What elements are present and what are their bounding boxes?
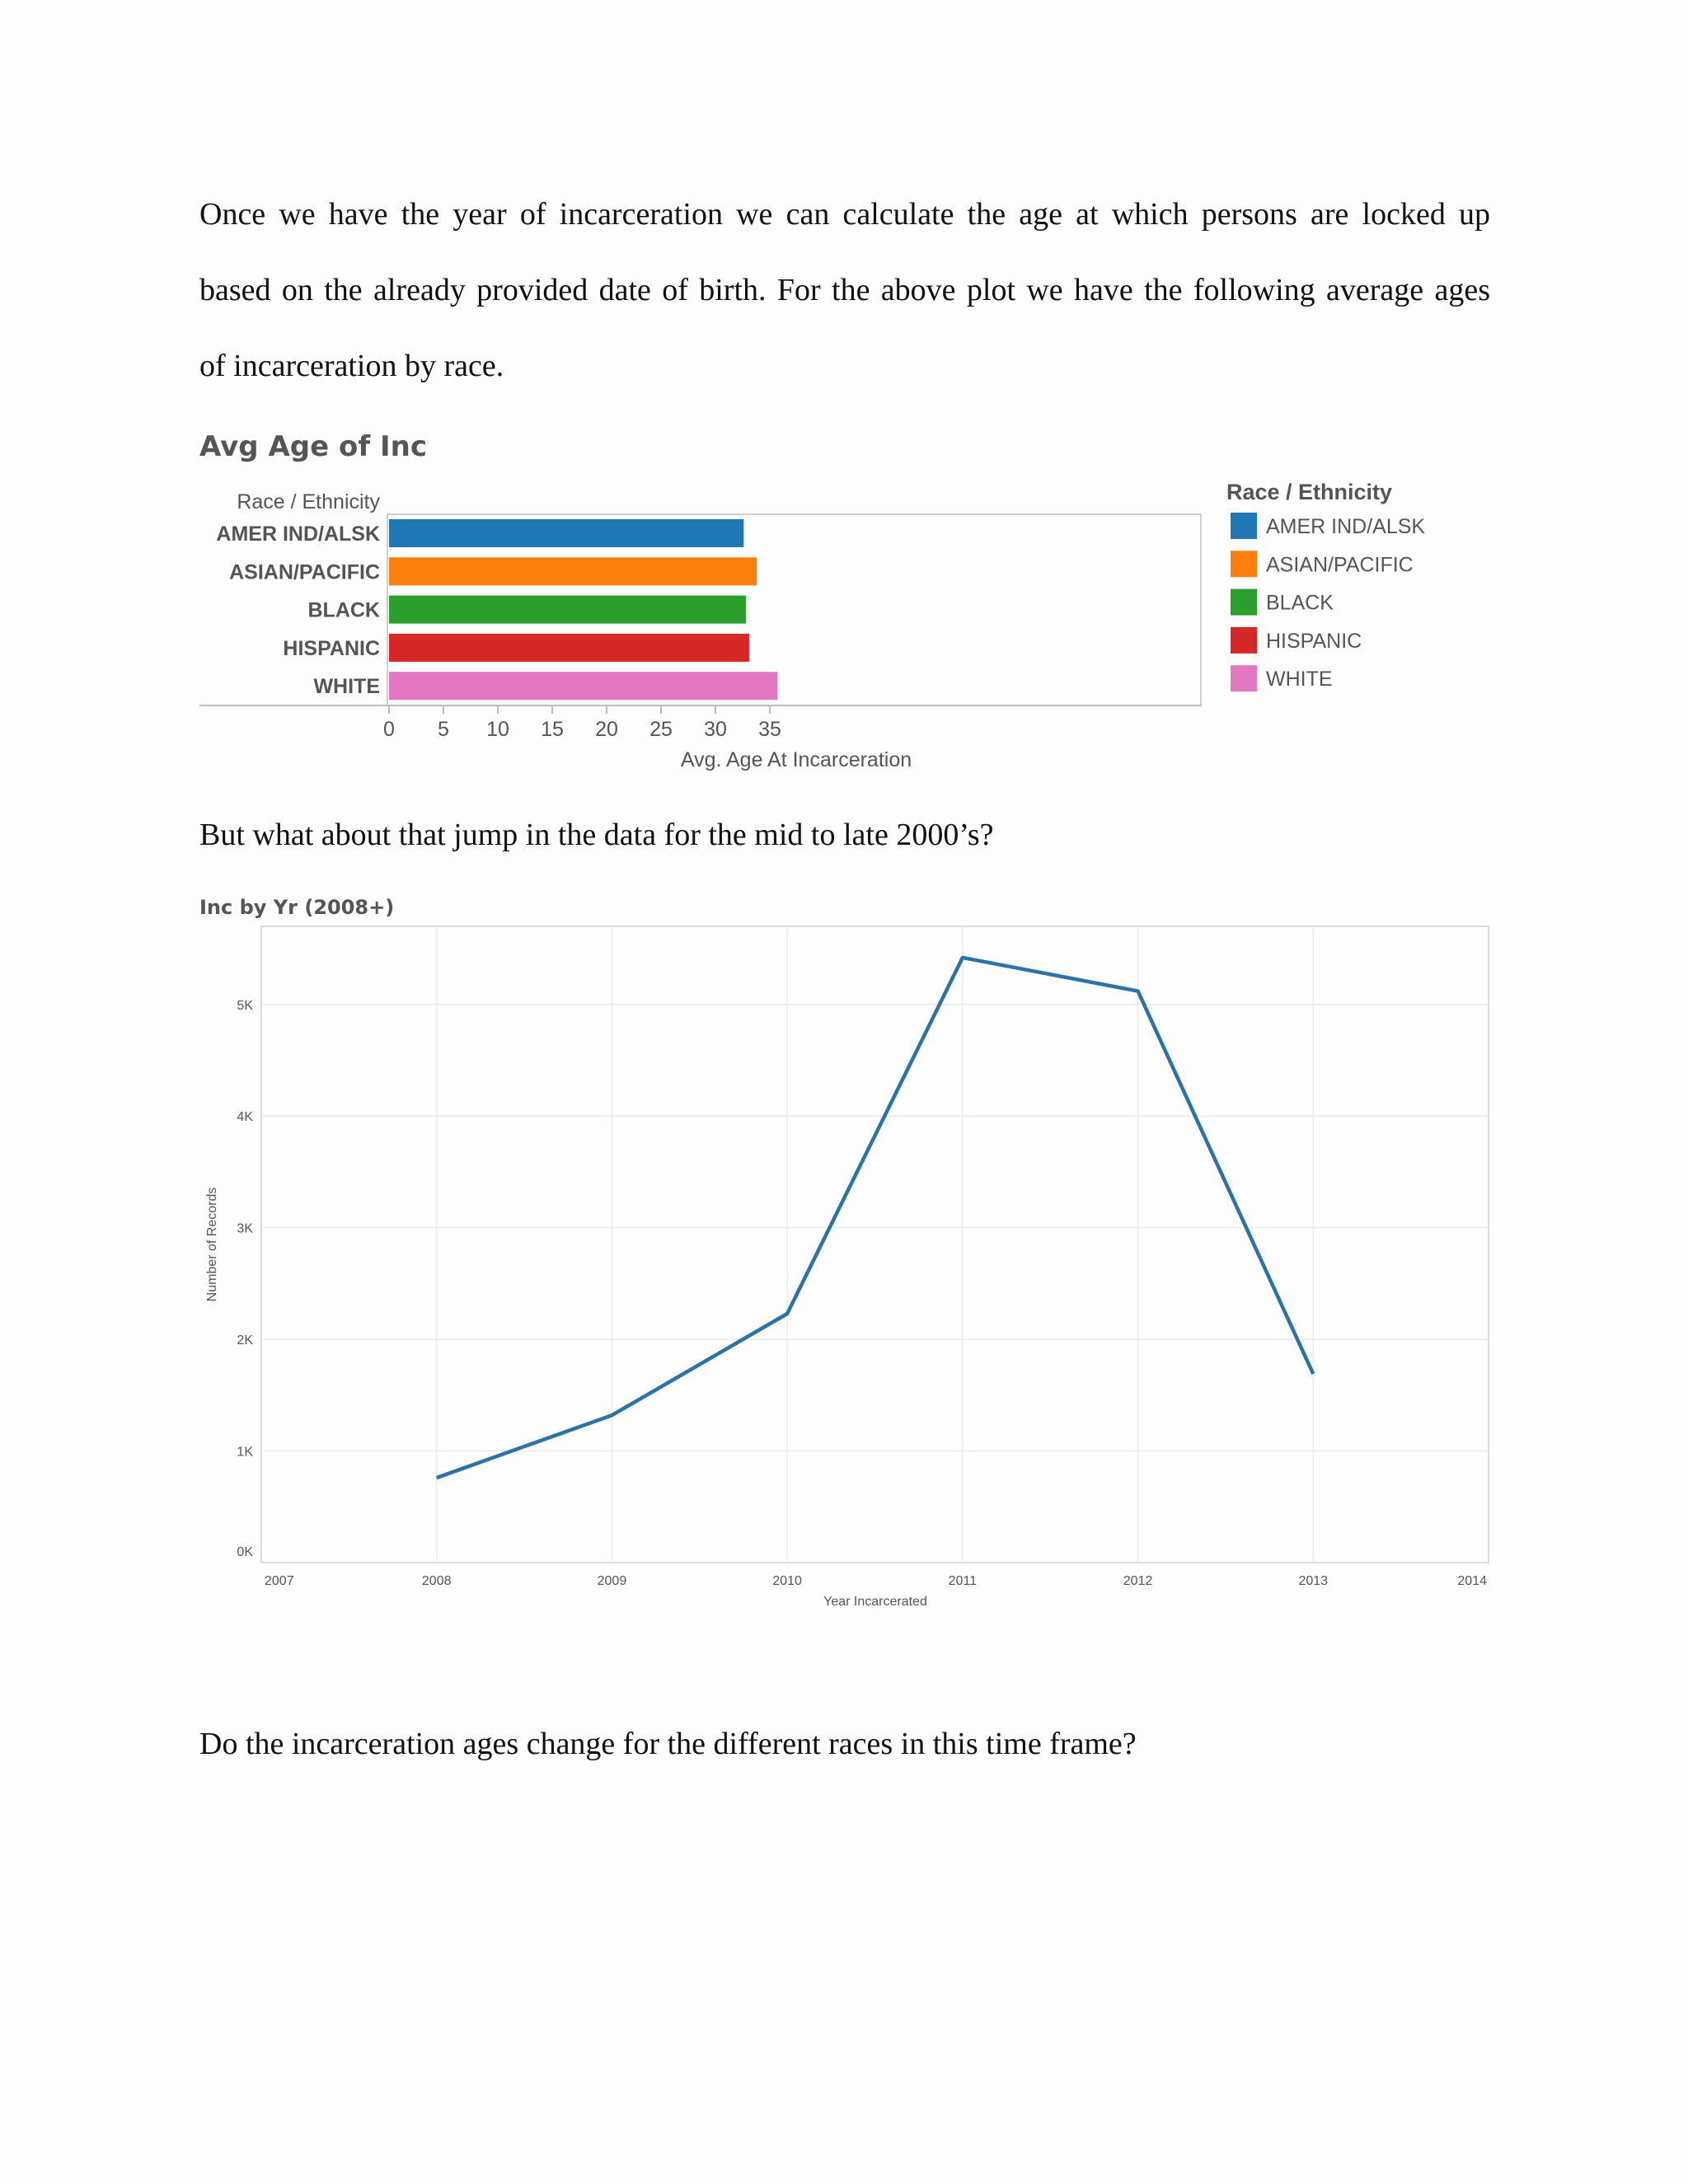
line-y-axis-label: Number of Records bbox=[205, 1187, 219, 1302]
y-tick-label: 0K bbox=[237, 1545, 253, 1559]
bar-x-tick-label: 15 bbox=[541, 718, 564, 741]
bar-category-label: AMER IND/ALSK bbox=[216, 523, 380, 546]
x-tick-label: 2012 bbox=[1123, 1574, 1153, 1588]
legend-title: Race / Ethnicity bbox=[1226, 480, 1393, 504]
line-x-axis-label: Year Incarcerated bbox=[823, 1595, 927, 1609]
bar-x-tick-label: 35 bbox=[758, 718, 781, 741]
paragraph-1-line-1: Once we have the year of incarceration we can calculate the age at which persons are locked up bbox=[199, 197, 1490, 232]
legend-item-label: WHITE bbox=[1266, 668, 1333, 691]
y-tick-label: 2K bbox=[237, 1333, 253, 1348]
bar-x-tick-label: 0 bbox=[383, 718, 395, 741]
x-tick-label: 2009 bbox=[597, 1574, 627, 1588]
bar-x-tick-label: 5 bbox=[438, 718, 449, 741]
x-tick-label: 2007 bbox=[265, 1574, 294, 1588]
line-chart-title: Inc by Yr (2008+) bbox=[199, 896, 395, 919]
paragraph-1-line-3: of incarceration by race. bbox=[199, 349, 504, 383]
x-tick-label: 2011 bbox=[948, 1574, 978, 1588]
line-plot-frame bbox=[261, 926, 1489, 1563]
y-tick-label: 3K bbox=[237, 1221, 253, 1236]
x-tick-label: 2010 bbox=[772, 1574, 802, 1588]
bar-x-axis-label: Avg. Age At Incarceration bbox=[680, 748, 912, 771]
bar-x-tick-label: 10 bbox=[486, 718, 509, 741]
bar-category-label: BLACK bbox=[307, 598, 380, 622]
x-tick-label: 2008 bbox=[421, 1574, 452, 1588]
series-line bbox=[437, 958, 1314, 1478]
paragraph-2: But what about that jump in the data for the mid to late 2000’s? bbox=[199, 818, 994, 852]
legend-item-label: HISPANIC bbox=[1266, 629, 1362, 653]
bar-x-tick-label: 20 bbox=[595, 718, 618, 741]
bar-category-label: ASIAN/PACIFIC bbox=[229, 560, 380, 584]
y-tick-label: 4K bbox=[237, 1110, 253, 1125]
legend-item-label: ASIAN/PACIFIC bbox=[1266, 553, 1414, 577]
bar-category-label: HISPANIC bbox=[283, 636, 380, 660]
paragraph-3: Do the incarceration ages change for the different races in this time frame? bbox=[199, 1727, 1137, 1761]
y-tick-label: 5K bbox=[237, 998, 253, 1013]
bar-x-tick-label: 25 bbox=[649, 718, 673, 741]
bar-chart-title: Avg Age of Inc bbox=[199, 430, 427, 463]
row-header-label: Race / Ethnicity bbox=[237, 490, 380, 513]
legend-item-label: BLACK bbox=[1266, 591, 1334, 615]
paragraph-1-line-2: based on the already provided date of birth. For the above plot we have the following average ages bbox=[199, 273, 1490, 307]
legend-item-label: AMER IND/ALSK bbox=[1266, 515, 1426, 538]
bar-category-label: WHITE bbox=[313, 675, 380, 699]
x-tick-label: 2013 bbox=[1298, 1574, 1329, 1588]
bar-x-tick-label: 30 bbox=[704, 718, 727, 741]
y-tick-label: 1K bbox=[237, 1445, 253, 1460]
x-tick-label: 2014 bbox=[1457, 1574, 1487, 1588]
